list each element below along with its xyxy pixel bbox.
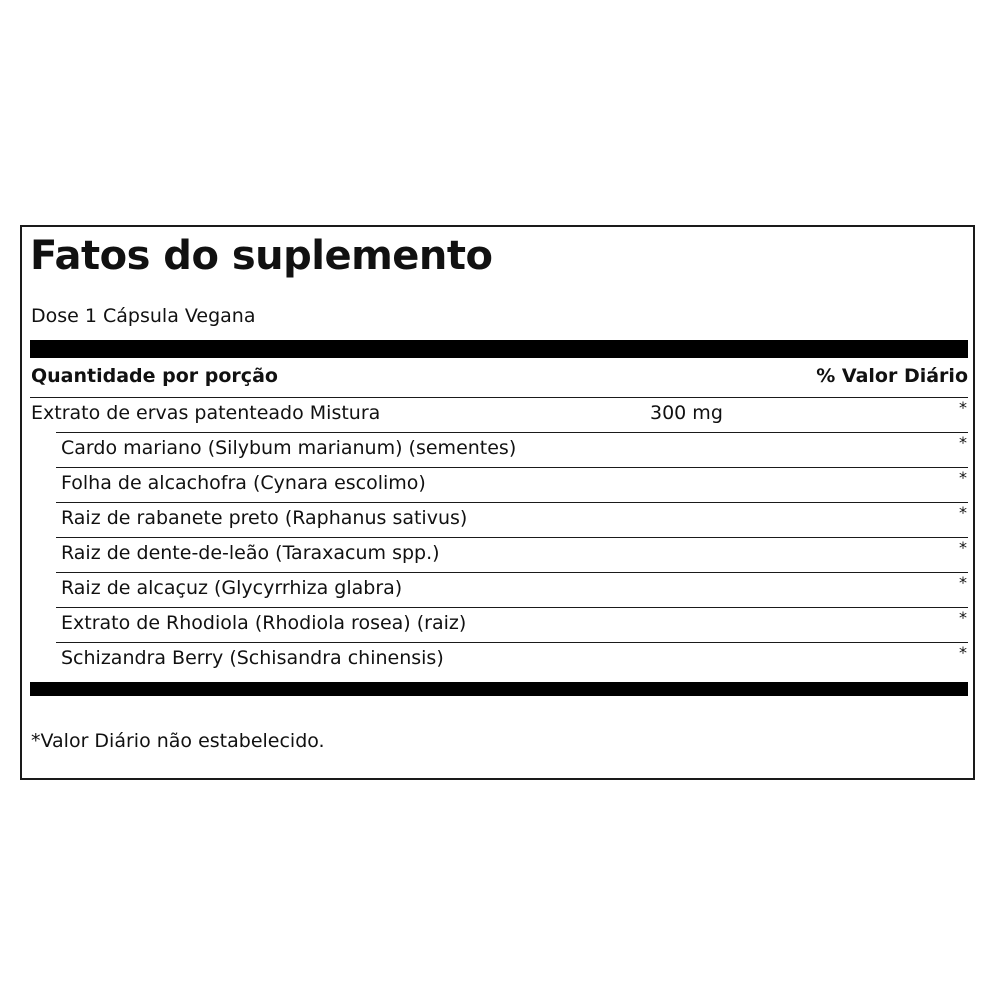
ingredient-name: Extrato de Rhodiola (Rhodiola rosea) (raiz) <box>61 612 467 634</box>
ingredient-row <box>56 537 968 572</box>
ingredient-name: Schizandra Berry (Schisandra chinensis) <box>61 647 444 669</box>
ingredient-daily-value: * <box>959 573 967 592</box>
ingredient-daily-value: * <box>959 468 967 487</box>
panel-title: Fatos do suplemento <box>30 233 493 279</box>
supplement-facts-panel <box>20 225 975 780</box>
daily-value-header: % Valor Diário <box>816 365 968 387</box>
ingredient-row <box>56 432 968 467</box>
ingredient-row <box>56 607 968 642</box>
ingredient-row <box>56 642 968 677</box>
divider-thick-top <box>30 340 968 358</box>
divider-thick-bottom <box>30 682 968 696</box>
ingredient-list <box>30 397 968 677</box>
footnote: *Valor Diário não estabelecido. <box>31 730 325 752</box>
ingredient-name: Raiz de alcaçuz (Glycyrrhiza glabra) <box>61 577 403 599</box>
ingredient-name: Folha de alcachofra (Cynara escolimo) <box>61 472 426 494</box>
ingredient-name: Raiz de dente-de-leão (Taraxacum spp.) <box>61 542 440 564</box>
ingredient-daily-value: * <box>959 433 967 452</box>
amount-per-serving-header: Quantidade por porção <box>31 365 278 387</box>
ingredient-daily-value: * <box>959 608 967 627</box>
ingredient-amount: 300 mg <box>650 402 723 424</box>
ingredient-row <box>30 397 968 432</box>
ingredient-name: Cardo mariano (Silybum marianum) (sementes) <box>61 437 517 459</box>
ingredient-daily-value: * <box>959 503 967 522</box>
ingredient-row <box>56 572 968 607</box>
ingredient-row <box>56 502 968 537</box>
serving-size: Dose 1 Cápsula Vegana <box>31 305 256 327</box>
ingredient-daily-value: * <box>959 643 967 662</box>
column-header-row <box>31 365 968 395</box>
ingredient-daily-value: * <box>959 398 967 417</box>
ingredient-daily-value: * <box>959 538 967 557</box>
ingredient-name: Raiz de rabanete preto (Raphanus sativus) <box>61 507 468 529</box>
ingredient-name: Extrato de ervas patenteado Mistura <box>31 402 381 424</box>
ingredient-row <box>56 467 968 502</box>
